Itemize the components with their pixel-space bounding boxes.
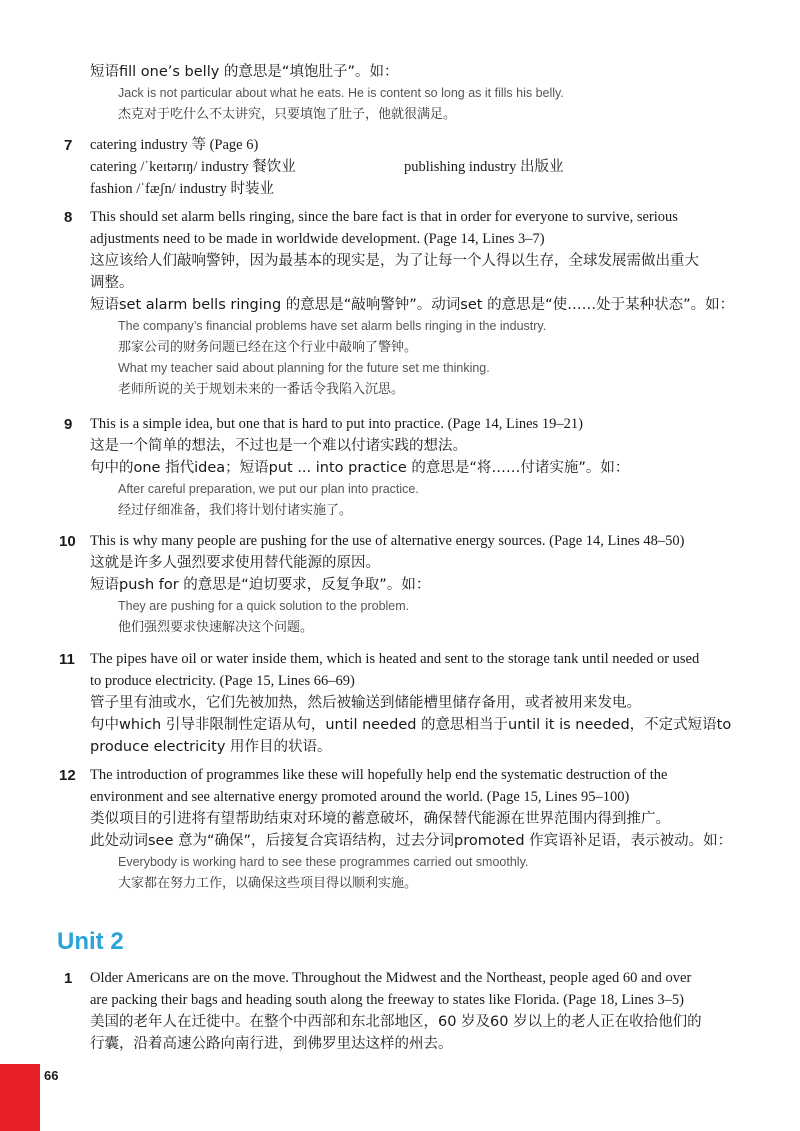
note-zh: 美国的老年人在迁徙中。在整个中西部和东北部地区，60 岁及60 岁以上的老人正在收拾他们的 xyxy=(90,1014,702,1030)
note-zh: 这就是许多人强烈要求使用替代能源的原因。 xyxy=(90,555,380,571)
note-zh: 句中which 引导非限制性定语从句，until needed 的意思相当于until it is needed，不定式短语to xyxy=(90,717,732,733)
example-zh: 大家都在努力工作，以确保这些项目得以顺利实施。 xyxy=(118,876,418,891)
note-number: 1 xyxy=(64,970,73,987)
note-zh: 短语push for 的意思是“迫切要求，反复争取”。如： xyxy=(90,577,431,593)
note-number: 9 xyxy=(64,416,73,433)
example-en: Jack is not particular about what he eats. He is content so long as it fills his belly. xyxy=(118,86,564,100)
example-zh: 那家公司的财务问题已经在这个行业中敲响了警钟。 xyxy=(118,340,418,355)
note-number: 8 xyxy=(64,209,73,226)
note-pair-row xyxy=(90,156,690,178)
note-zh: 类似项目的引进将有望帮助结束对环境的蓄意破坏，确保替代能源在世界范围内得到推广。 xyxy=(90,811,670,827)
example-en: They are pushing for a quick solution to the problem. xyxy=(118,599,410,613)
note-zh: produce electricity 用作目的状语。 xyxy=(90,739,332,755)
note-zh: 行囊，沿着高速公路向南行进，到佛罗里达这样的州去。 xyxy=(90,1036,453,1052)
note-11 xyxy=(90,648,731,758)
pair-item: catering /ˈkeɪtərɪŋ/ industry 餐饮业 xyxy=(90,159,296,175)
example-zh: 老师所说的关于规划未来的一番话令我陷入沉思。 xyxy=(118,382,405,397)
note-12 xyxy=(90,764,732,894)
note-line: This is why many people are pushing for the use of alternative energy sources. (Page 14, Lines 48–50) xyxy=(90,533,685,549)
note-number: 10 xyxy=(59,533,76,550)
note-line: catering industry 等 (Page 6) xyxy=(90,137,259,153)
note-number: 12 xyxy=(59,767,76,784)
note-line: This is a simple idea, but one that is hard to put into practice. (Page 14, Lines 19–21) xyxy=(90,416,583,432)
note-8 xyxy=(90,206,734,400)
unit-title: Unit 2 xyxy=(57,928,124,955)
note-pair-row xyxy=(90,178,690,200)
note-zh: 管子里有油或水，它们先被加热，然后被输送到储能槽里储存备用，或者被用来发电。 xyxy=(90,695,641,711)
unit2-note-1 xyxy=(90,967,702,1055)
note-line: are packing their bags and heading south along the freeway to states like Florida. (Page 18, Lines 3–5) xyxy=(90,992,684,1008)
pair-item: fashion /ˈfæʃn/ industry 时装业 xyxy=(90,181,275,197)
example-zh: 他们强烈要求快速解决这个问题。 xyxy=(118,620,314,635)
note-zh: 此处动词see 意为“确保”，后接复合宾语结构，过去分词promoted 作宾语补足语，表示被动。如： xyxy=(90,833,733,849)
note-number: 7 xyxy=(64,137,73,154)
page-accent-bar xyxy=(0,1064,40,1131)
note-10 xyxy=(90,530,684,638)
example-en: The company’s financial problems have set alarm bells ringing in the industry. xyxy=(118,319,547,333)
note-line: Older Americans are on the move. Throughout the Midwest and the Northeast, people aged 60 and over xyxy=(90,970,692,986)
page-number: 66 xyxy=(44,1068,59,1083)
note-zh: 这应该给人们敲响警钟，因为最基本的现实是，为了让每一个人得以生存，全球发展需做出重大 xyxy=(90,253,699,269)
example-en: After careful preparation, we put our plan into practice. xyxy=(118,482,419,496)
note-zh: 这是一个简单的想法，不过也是一个难以付诸实践的想法。 xyxy=(90,438,467,454)
note-line: to produce electricity. (Page 15, Lines 66–69) xyxy=(90,673,355,689)
example-zh: 经过仔细准备，我们将计划付诸实施了。 xyxy=(118,503,353,518)
note-7 xyxy=(90,134,690,200)
example-zh: 杰克对于吃什么不太讲究，只要填饱了肚子，他就很满足。 xyxy=(118,107,457,122)
note-line: The pipes have oil or water inside them, which is heated and sent to the storage tank until needed or used xyxy=(90,651,700,667)
note-line: environment and see alternative energy promoted around the world. (Page 15, Lines 95–100) xyxy=(90,789,630,805)
note-zh: 短语set alarm bells ringing 的意思是“敲响警钟”。动词set 的意思是“使……处于某种状态”。如： xyxy=(90,297,735,313)
note-zh: 句中的one 指代idea；短语put ... into practice 的意思是“将……付诸实施”。如： xyxy=(90,460,630,476)
note-9 xyxy=(90,413,629,521)
note-6-continuation xyxy=(90,61,564,125)
note-line: This should set alarm bells ringing, since the bare fact is that in order for everyone to survive, serious xyxy=(90,209,678,225)
note-line: adjustments need to be made in worldwide development. (Page 14, Lines 3–7) xyxy=(90,231,545,247)
note-zh: 调整。 xyxy=(90,275,134,291)
example-en: What my teacher said about planning for the future set me thinking. xyxy=(118,361,490,375)
phrase-note: 短语fill one’s belly 的意思是“填饱肚子”。如： xyxy=(90,64,399,80)
example-en: Everybody is working hard to see these programmes carried out smoothly. xyxy=(118,855,529,869)
note-number: 11 xyxy=(59,651,75,668)
note-line: The introduction of programmes like these will hopefully help end the systematic destruction of the xyxy=(90,767,668,783)
pair-item: publishing industry 出版业 xyxy=(404,159,564,175)
